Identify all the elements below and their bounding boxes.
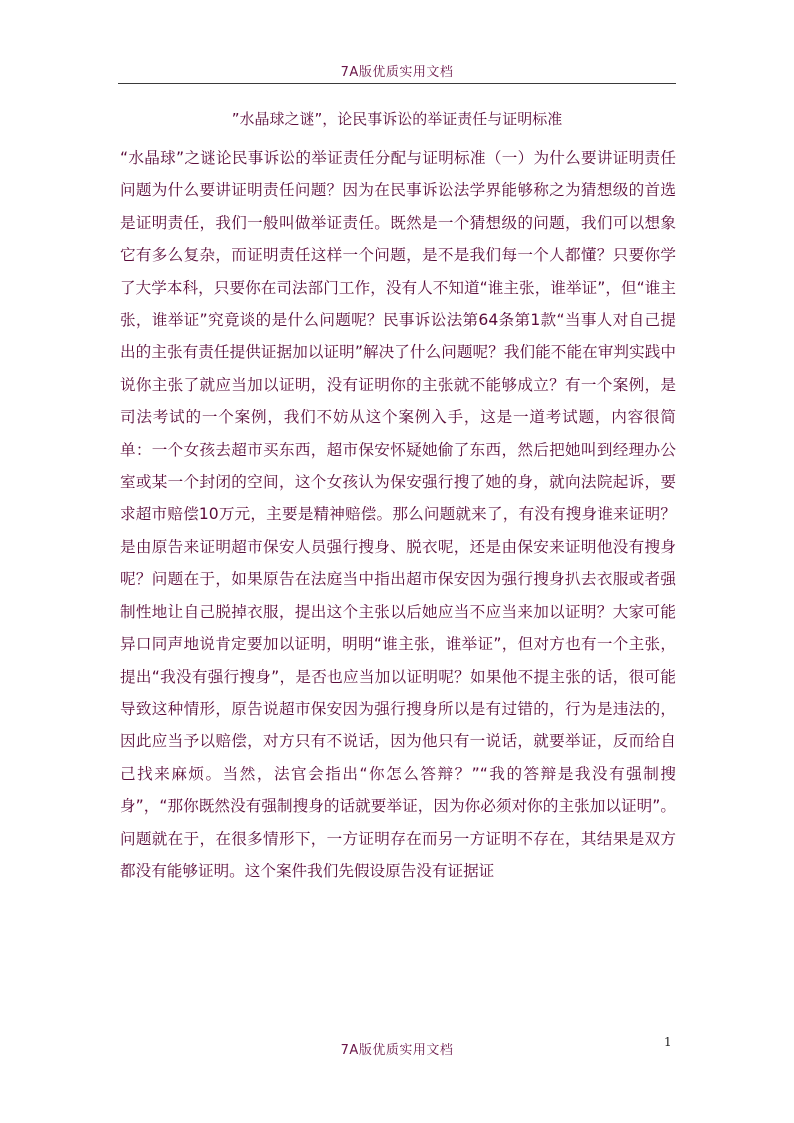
page-header: 7A版优质实用文档 [340, 65, 454, 80]
page-footer: 7A版优质实用文档 [340, 1043, 454, 1058]
document-body: “水晶球”之谜论民事诉讼的举证责任分配与证明标准（一）为什么要讲证明责任问题为什么要讲证明责任问题？因为在民事诉讼法学界能够称之为猜想级的首选是证明责任，我们一般叫做举证责任。既然是一个猜想级的问题，我们可以想象它有多么复杂，而证明责任这样一个问题，是不是我们每一个人都懂？只要你学了大学本科，只要你在司法部门工作，没有人不知道“谁主张，谁举证”，但“谁主张，谁举证”究竟谈的是什么问题呢？民事诉讼法第64条第1款“当事人对自己提出的主张有责任提供证据加以证明”解决了什么问题呢？我们能不能在审判实践中说你主张了就应当加以证明，没有证明你的主张就不能够成立？有一个案例，是司法考试的一个案例，我们不妨从这个案例入手，这是一道考试题，内容很简单：一个女孩去超市买东西，超市保安怀疑她偷了东西，然后把她叫到经理办公室或某一个封闭的空间，这个女孩认为保安强行搜了她的身，就向法院起诉，要求超市赔偿10万元，主要是精神赔偿。那么问题就来了，有没有搜身谁来证明？是由原告来证明超市保安人员强行搜身、脱衣呢，还是由保安来证明他没有搜身呢？问题在于，如果原告在法庭当中指出超市保安因为强行搜身扒去衣服或者强制性地让自己脱掉衣服，提出这个主张以后她应当不应当来加以证明？大家可能异口同声地说肯定要加以证明，明明“谁主张，谁举证”，但对方也有一个主张，提出“我没有强行搜身”，是否也应当加以证明呢？如果他不提主张的话，很可能导致这种情形，原告说超市保安因为强行搜身所以是有过错的，行为是违法的，因此应当予以赔偿，对方只有不说话，因为他只有一说话，就要举证，反而给自己找来麻烦。当然，法官会指出“你怎么答辩？”“我的答辩是我没有强制搜身”，“那你既然没有强制搜身的话就要举证，因为你必须对你的主张加以证明”。问题就在于，在很多情形下，一方证明存在而另一方证明不存在，其结果是双方都没有能够证明。这个案件我们先假设原告没有证据证 [120, 149, 676, 880]
document-title: ”水晶球之谜”，论民事诉讼的举证责任与证明标准 [231, 110, 563, 128]
page-number: 1 [664, 1035, 672, 1049]
header-divider [118, 83, 676, 84]
